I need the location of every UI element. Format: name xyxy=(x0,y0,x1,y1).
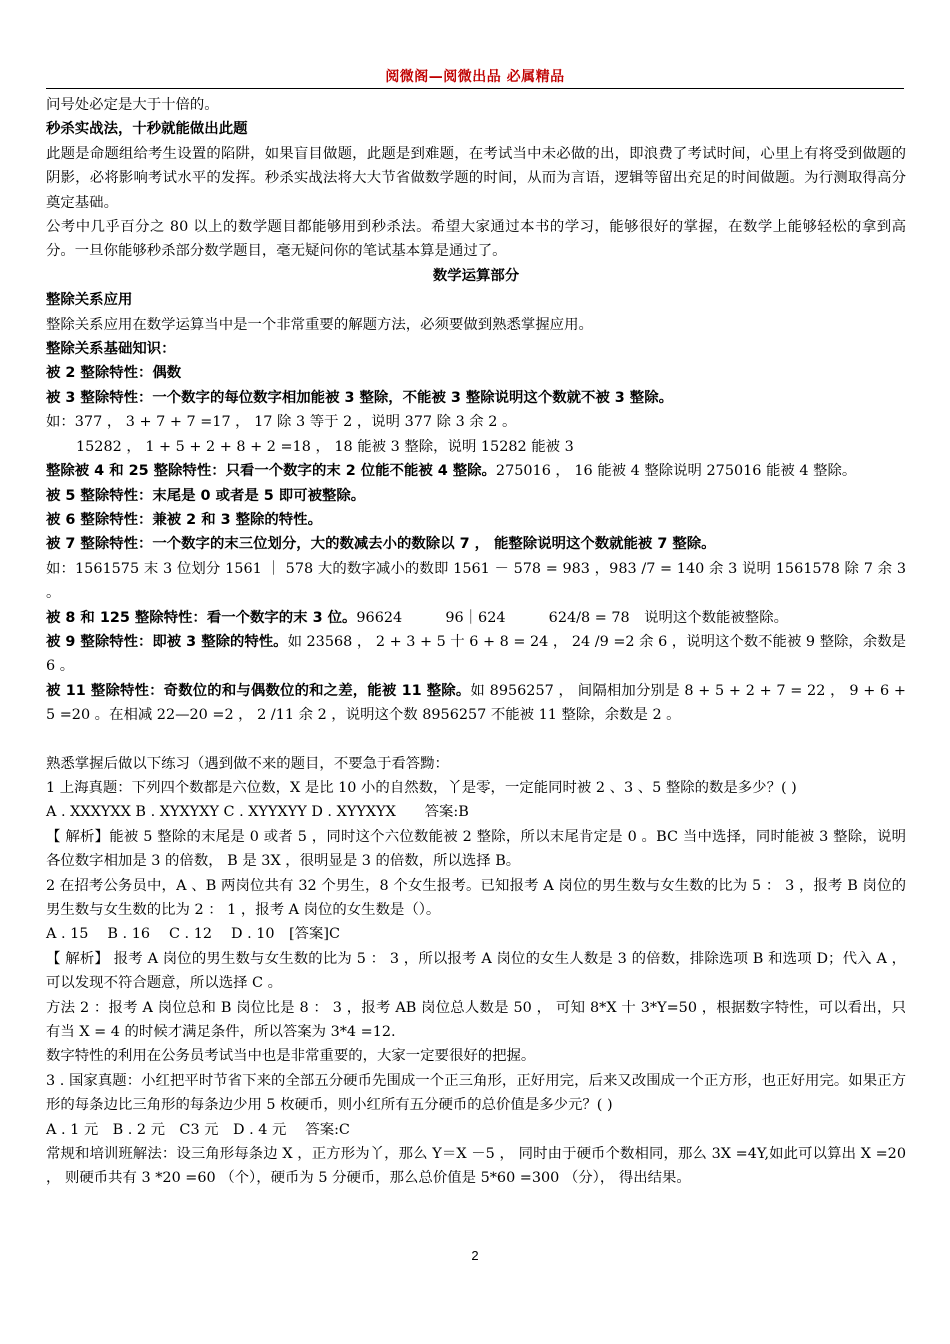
text-line: 方法 2 ：报考 A 岗位总和 B 岗位比是 8 ： 3 ，报考 AB 岗位总人数是 50 ， 可知 8*X 十 3*Y=50 ，根据数字特性，可以看出，只有当 X = 4 的时候才满足条件，所以答案为 3*4 =12. xyxy=(46,999,906,1041)
text-line: A . 1 元 B . 2 元 C3 元 D . 4 元 答案:C xyxy=(46,1121,350,1138)
bold-rule-text: 被 11 整除特性：奇数位的和与偶数位的和之差，能被 11 整除。 xyxy=(46,682,471,699)
text-line xyxy=(46,728,906,752)
text-line: 此题是命题组给考生设置的陷阱，如果盲目做题，此题是到难题，在考试当中未必做的出，即浪费了考试时间，心里上有将受到做题的阴影，必将影响考试水平的发挥。秒杀实战法将大大节省做数学题的时间，从而为言语，逻辑等留出充足的时间做题。为行测取得高分奠定基础。 xyxy=(46,145,906,211)
text-line: 如：377 ， 3 + 7 + 7 =17 ， 17 除 3 等于 2 ，说明 377 除 3 余 2 。 xyxy=(46,414,517,431)
text-line: A . 15 B . 16 C . 12 D . 10 [答案]C xyxy=(46,926,340,943)
text-line: 整除关系基础知识： xyxy=(46,341,176,358)
text-line: 整除关系应用 xyxy=(46,292,133,309)
text-line xyxy=(46,606,906,630)
text-line: 被 6 整除特性：兼被 2 和 3 整除的特性。 xyxy=(46,511,322,528)
header-divider xyxy=(46,88,904,89)
text-line xyxy=(46,679,906,728)
text-line: 数字特性的利用在公务员考试当中也是非常重要的，大家一定要很好的把握。 xyxy=(46,1048,536,1065)
page-header-title: 阅微阁—阅微出品 必属精品 xyxy=(385,69,565,85)
text-line: 数学运算部分 xyxy=(432,267,520,284)
line-text: 275016 ， 16 能被 4 整除说明 275016 能被 4 整除。 xyxy=(495,463,857,480)
text-line: 1 上海真题：下列四个数都是六位数，X 是比 10 小的自然数，丫是零，一定能同时被 2 、3 、5 整除的数是多少？( ) xyxy=(46,779,797,796)
text-line: 被 3 整除特性：一个数字的每位数字相加能被 3 整除，不能被 3 整除说明这个数就不被 3 整除。 xyxy=(46,389,673,406)
text-line: 被 5 整除特性：末尾是 0 或者是 5 即可被整除。 xyxy=(46,487,366,504)
text-line: 【 解析】能被 5 整除的末尾是 0 或者 5 ，同时这个六位数能被 2 整除，所以末尾肯定是 0 。BC 当中选择，同时能被 3 整除，说明各位数字相加是 3 的倍数， B 是 3X ，很明显是 3 的倍数，所以选择 B。 xyxy=(46,828,906,870)
text-line: 整除关系应用在数学运算当中是一个非常重要的解题方法，必须要做到熟悉掌握应用。 xyxy=(46,316,593,333)
line-text: 96624 96｜624 624/8 = 78 说明这个数能被整除。 xyxy=(356,609,788,626)
text-line: 15282 ， 1 + 5 + 2 + 8 + 2 =18 ， 18 能被 3 整除，说明 15282 能被 3 xyxy=(76,438,574,455)
text-line: 被 2 整除特性：偶数 xyxy=(46,365,182,382)
text-line: 熟悉掌握后做以下练习（遇到做不来的题目，不要急于看答黝： xyxy=(46,755,449,772)
text-line: 问号处必定是大于十倍的。 xyxy=(46,97,219,113)
line-text: 如 8956257 ， 间隔相加分别是 8 + 5 + 2 + 7 = 22 ， 9 + 6 + 5 =20 。在相减 22—20 =2 ， 2 /11 余 2 ，说明这个数 8956257 不能被 11 整除，余数是 2 。 xyxy=(46,682,906,724)
text-line: 2 在招考公务员中，A 、B 两岗位共有 32 个男生，8 个女生报考。已知报考 A 岗位的男生数与女生数的比为 5 ： 3 ，报考 B 岗位的男生数与女生数的比为 2 ： 1 ，报考 A 岗位的女生数是（）。 xyxy=(46,877,906,918)
text-line: 【 解析】 报考 A 岗位的男生数与女生数的比为 5 ： 3 ，所以报考 A 岗位的女生人数是 3 的倍数，排除选项 B 和选项 D；代入 A ，可以发现不符合题意，所以选择 C 。 xyxy=(46,950,906,992)
text-line: 3 . 国家真题：小红把平时节省下来的全部五分硬币先围成一个正三角形，正好用完，后来又改围成一个正方形，也正好用完。如果正方形的每条边比三角形的每条边少用 5 枚硬币，则小红所有五分硬币的总价值是多少元？( ) xyxy=(46,1072,906,1114)
text-line: A . XXXYXX B . XYXYXY C . XYYXYY D . XYYXYX 答案:B xyxy=(46,804,469,821)
text-line: 被 7 整除特性：一个数字的末三位划分，大的数减去小的数除以 7 ， 能整除说明这个数就能被 7 整除。 xyxy=(46,536,716,553)
document-body xyxy=(46,93,906,1191)
line-text: 如 23568 ， 2 + 3 + 5 十 6 + 8 = 24 ， 24 /9 =2 余 6 ，说明这个数不能被 9 整除，余数是 6 。 xyxy=(46,633,906,675)
text-line: 公考中几乎百分之 80 以上的数学题目都能够用到秒杀法。希望大家通过本书的学习，能够很好的掌握，在数学上能够轻松的拿到高分。一旦你能够秒杀部分数学题目，毫无疑问你的笔试基本算是通过了。 xyxy=(46,219,906,260)
bold-rule-text: 被 9 整除特性：即被 3 整除的特性。 xyxy=(46,633,288,650)
bold-rule-text: 被 8 和 125 整除特性：看一个数字的末 3 位。 xyxy=(46,609,357,626)
text-line: 常规和培训班解法：设三角形每条边 X ，正方形为丫，那么 Y＝X －5 ， 同时由于硬币个数相同，那么 3X =4Y,如此可以算出 X =20 ， 则硬币共有 3 *20 =60 （个），硬币为 5 分硬币，那么总价值是 5*60 =300 （分）， 得出结果。 xyxy=(46,1146,906,1187)
text-line xyxy=(46,630,906,679)
bold-rule-text: 整除被 4 和 25 整除特性：只看一个数字的末 2 位能不能被 4 整除。 xyxy=(46,463,496,480)
text-line: 秒杀实战法，十秒就能做出此题 xyxy=(46,121,248,138)
page-number: 2 xyxy=(471,1248,479,1263)
text-line xyxy=(46,459,906,483)
text-line: 如：1561575 末 3 位划分 1561 ｜ 578 大的数字减小的数即 1561 － 578 = 983 ，983 /7 = 140 余 3 说明 1561578 除 7 余 3 。 xyxy=(46,560,906,602)
